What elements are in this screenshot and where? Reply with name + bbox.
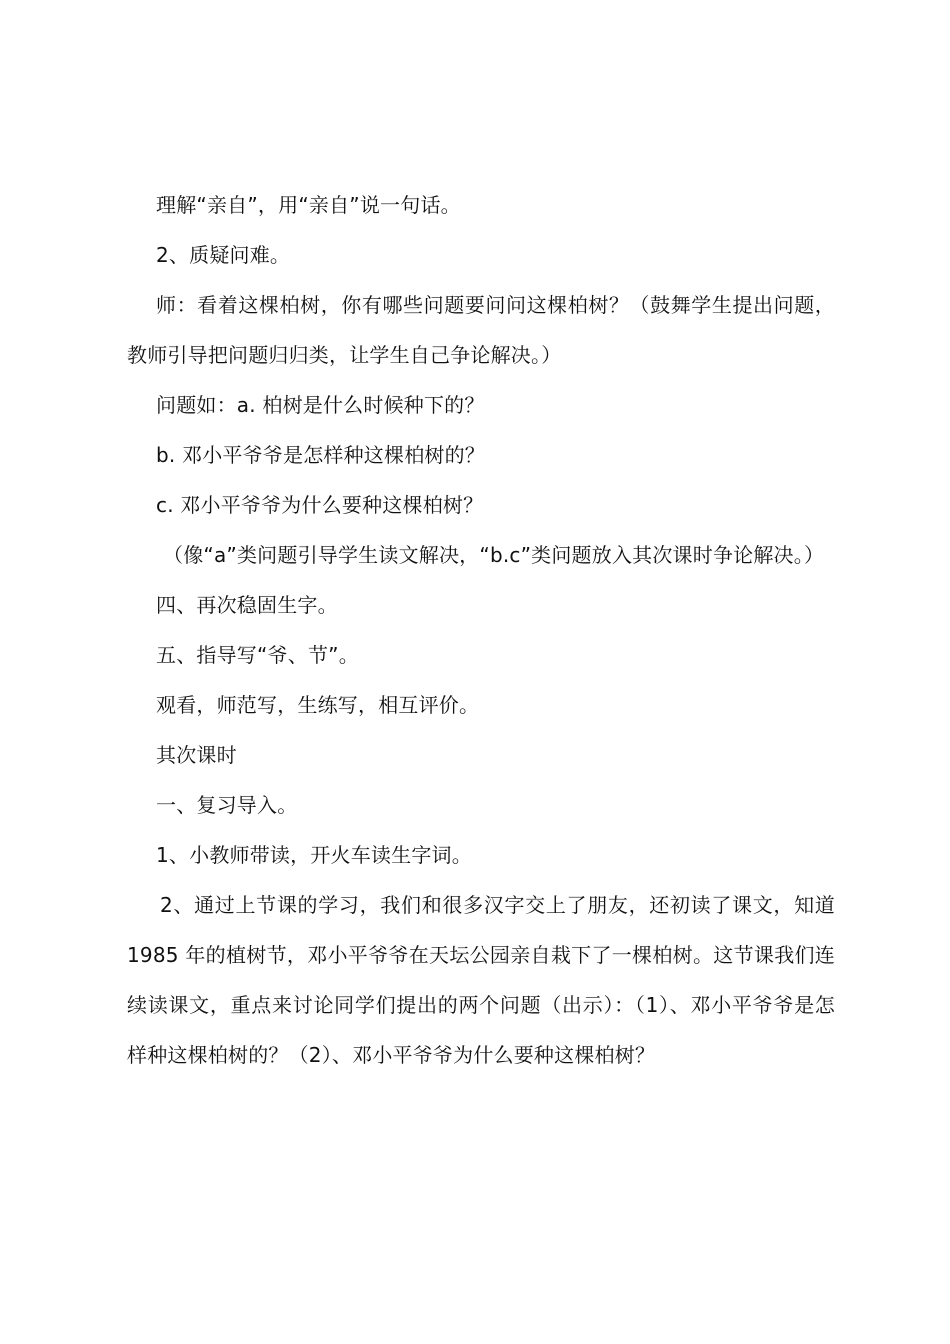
paragraph: （像“a”类问题引导学生读文解决，“b.c”类问题放入其次课时争论解决。） (163, 543, 825, 567)
paragraph: 观看，师范写，生练写，相互评价。 (156, 693, 480, 717)
paragraph: b. 邓小平爷爷是怎样种这棵柏树的？ (156, 443, 486, 467)
document-body (127, 180, 835, 1080)
section-heading: 四、再次稳固生字。 (156, 593, 338, 617)
paragraph: 师：看着这棵柏树，你有哪些问题要问问这棵柏树？（鼓舞学生提出问题，教师引导把问题归归类，让学生自己争论解决。） (127, 293, 835, 367)
paragraph: 问题如：a. 柏树是什么时候种下的？ (156, 393, 485, 417)
section-heading: 一、复习导入。 (156, 793, 298, 817)
paragraph: c. 邓小平爷爷为什么要种这棵柏树？ (156, 493, 484, 517)
paragraph: 理解“亲自”，用“亲自”说一句话。 (156, 193, 461, 217)
lesson-heading: 其次课时 (156, 743, 237, 767)
paragraph: 1、小教师带读，开火车读生字词。 (156, 843, 472, 867)
section-heading: 五、指导写“爷、节”。 (156, 643, 359, 667)
paragraph: 2、质疑问难。 (156, 243, 291, 267)
paragraph: 2、通过上节课的学习，我们和很多汉字交上了朋友，还初读了课文，知道 1985 年的植树节，邓小平爷爷在天坛公园亲自栽下了一棵柏树。这节课我们连续读课文，重点来讨论同学们提出的两个问题（出示）：（1）、邓小平爷爷是怎样种这棵柏树的？（2）、邓小平爷爷为什么要种这棵柏树？ (127, 893, 835, 1067)
